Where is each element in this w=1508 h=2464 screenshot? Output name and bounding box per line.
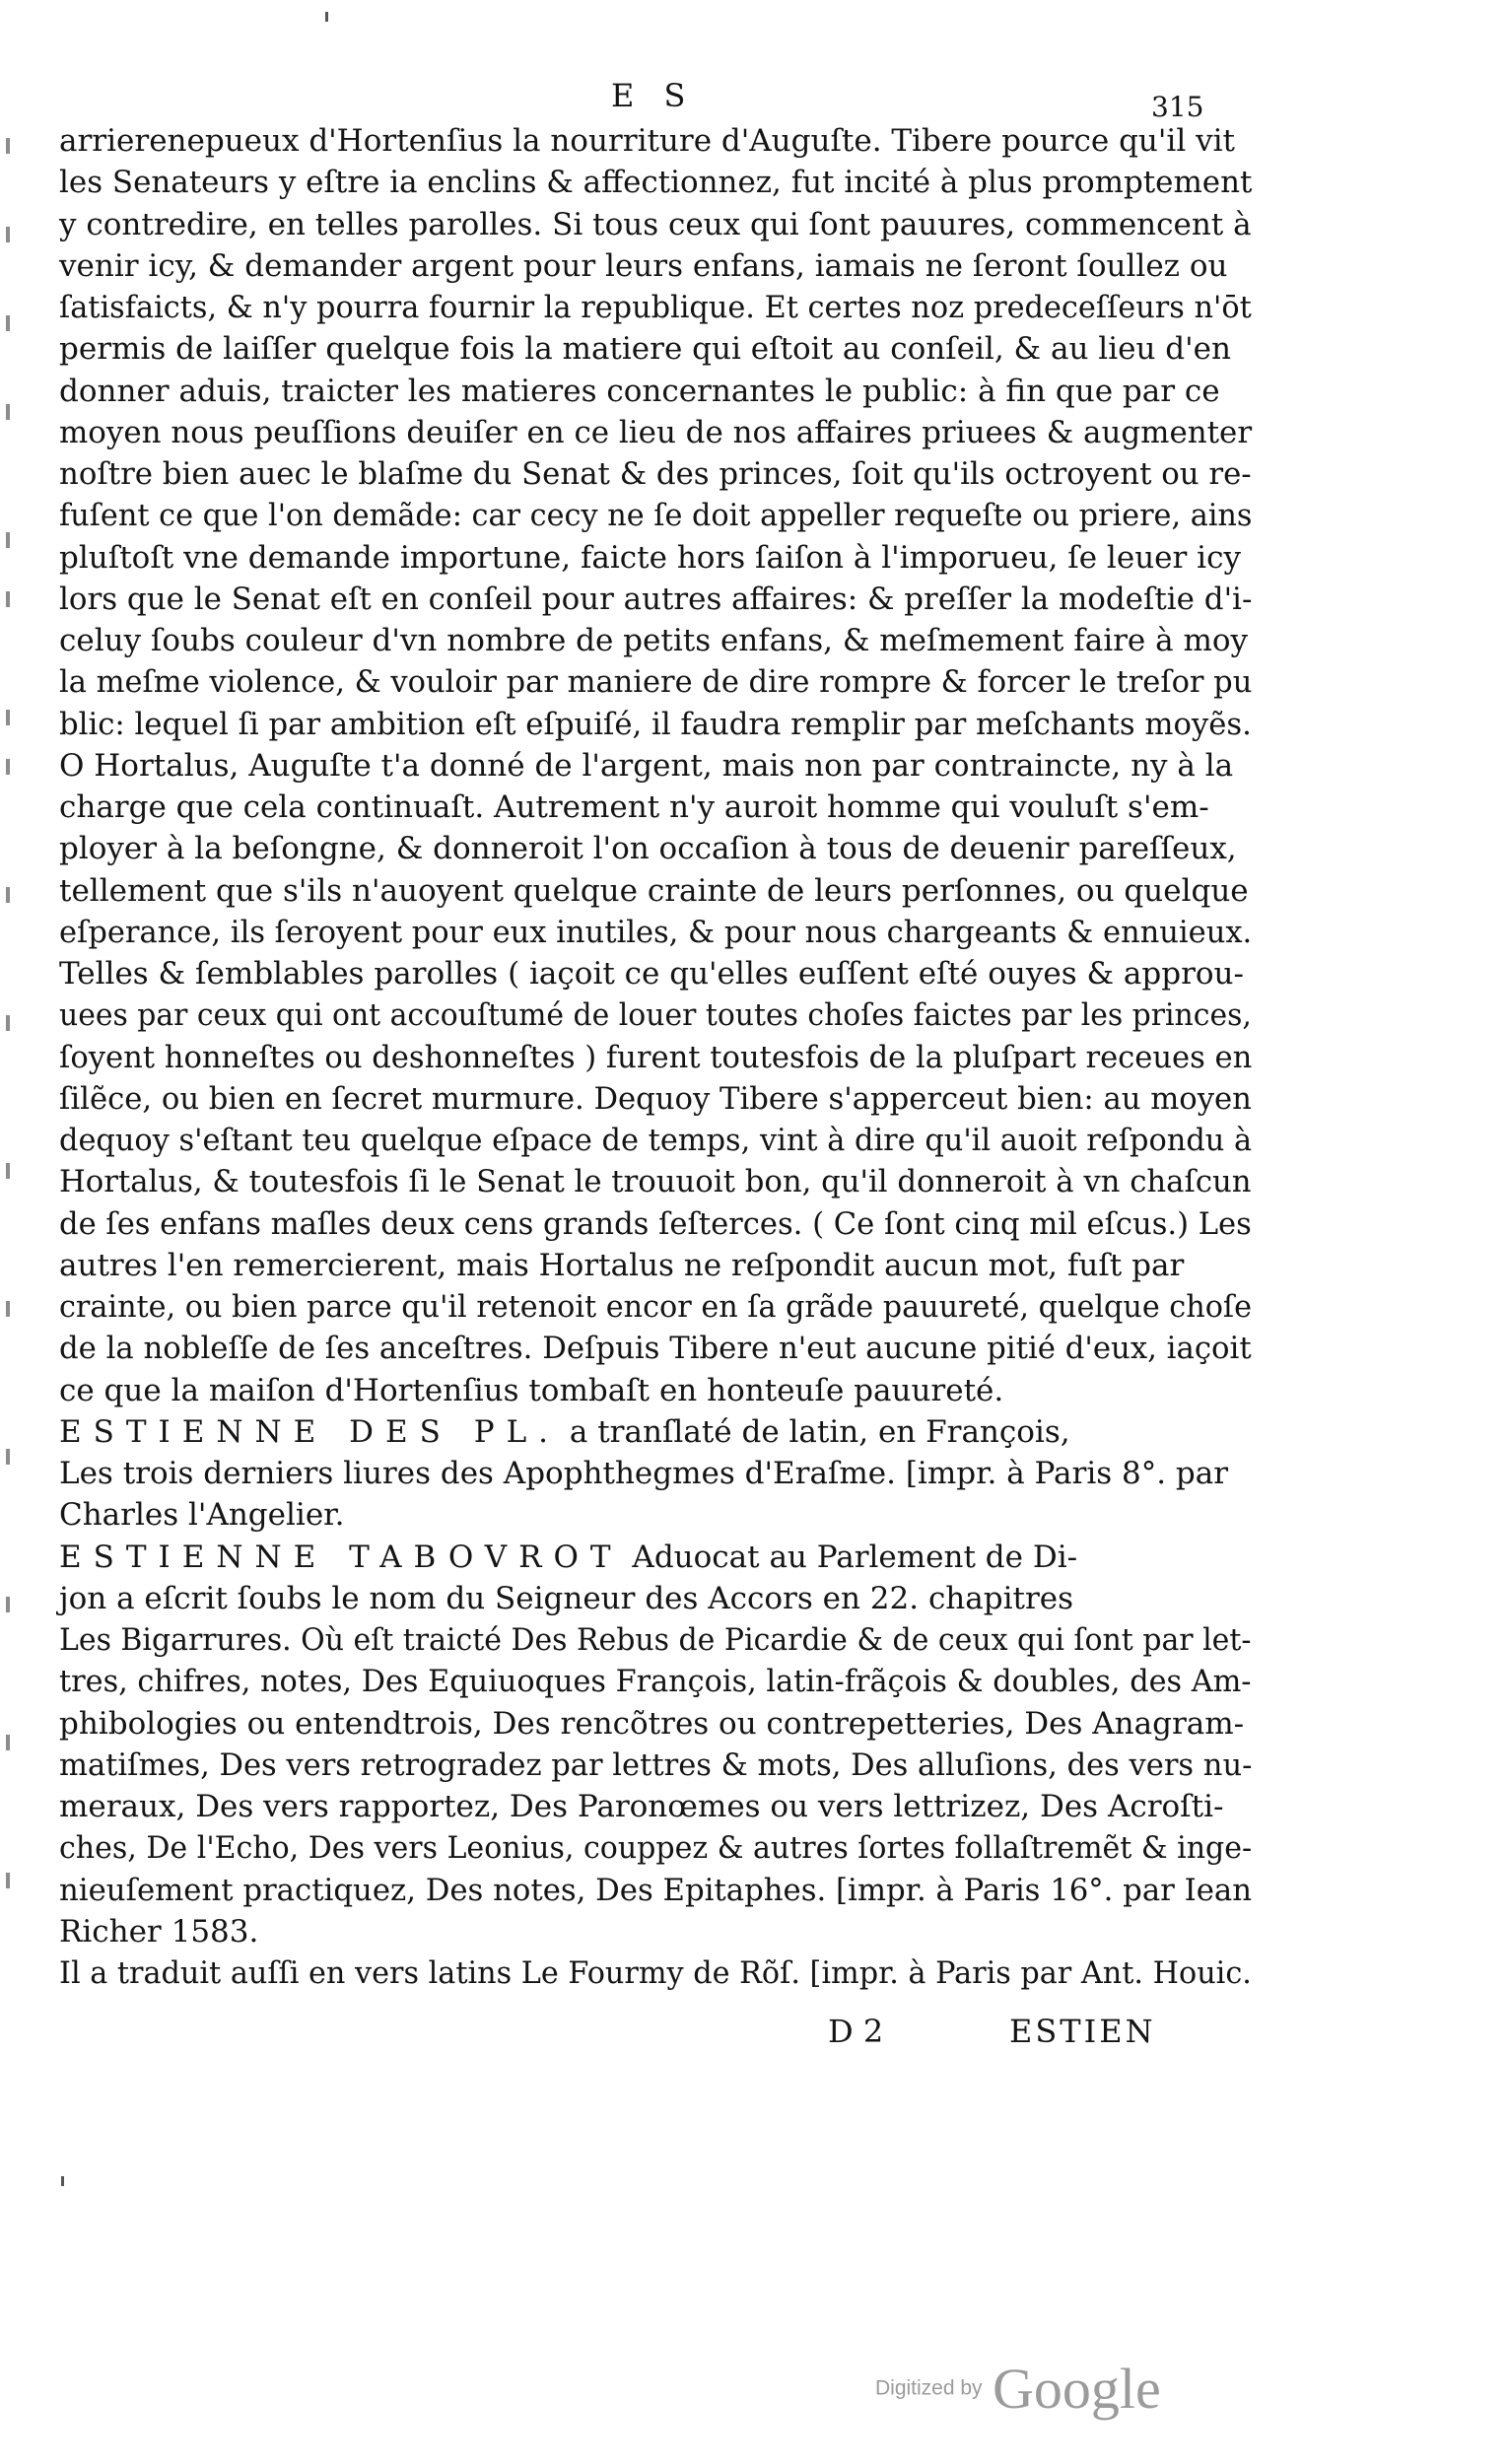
digitized-watermark — [875, 2356, 1161, 2422]
text-line: blic: lequel ſi par ambition eſt eſpuiſé, il faudra remplir par meſchants moyẽs. — [59, 706, 1252, 742]
text-line: les Senateurs y eſtre ia enclins & affectionnez, fut incité à plus promptement — [59, 165, 1253, 201]
text-line: noſtre bien auec le blaſme du Senat & des princes, ſoit qu'ils octroyent ou re- — [59, 456, 1252, 492]
text-line: Les Bigarrures. Où eſt traicté Des Rebus de Picardie & de ceux qui ſont par let- — [59, 1622, 1252, 1658]
text-line: Il a traduit auſſi en vers latins Le Fourmy de Rõſ. [impr. à Paris par Ant. Houic. — [59, 1955, 1252, 1991]
entry-heading-line — [59, 1537, 1252, 1578]
text-line: crainte, ou bien parce qu'il retenoit encor en ſa grãde pauureté, quelque choſe — [59, 1289, 1252, 1325]
text-line: donner aduis, traicter les matieres concernantes le public: à fin que par ce — [59, 373, 1220, 409]
ink-speck — [325, 12, 328, 22]
text-line: permis de laiſſer quelque fois la matiere qui eſtoit au conſeil, & au lieu d'en — [59, 331, 1231, 368]
text-line: autres l'en remercierent, mais Hortalus ne reſpondit aucun mot, fuſt par — [59, 1247, 1185, 1283]
text-line: moyen nous peuſſions deuiſer en ce lieu de nos affaires priuees & augmenter — [59, 414, 1253, 450]
text-line: O Hortalus, Auguſte t'a donné de l'argent, mais non par contraincte, ny à la — [59, 747, 1234, 784]
text-line: tellement que s'ils n'auoyent quelque crainte de leurs perſonnes, ou quelque — [59, 872, 1249, 909]
body-text — [59, 120, 1252, 1994]
text-line: charge que cela continuaſt. Autrement n'y auroit homme qui vouluſt s'em- — [59, 789, 1209, 825]
text-line: de la nobleſſe de ſes anceſtres. Deſpuis Tibere n'eut aucune pitié d'eux, iaçoit — [59, 1331, 1252, 1367]
google-logo: Google — [993, 2357, 1161, 2421]
text-line: y contredire, en telles parolles. Si tous ceux qui ſont pauures, commencent à — [59, 206, 1252, 242]
text-line: venir icy, & demander argent pour leurs enfans, iamais ne ſeront ſoullez ou — [59, 247, 1228, 284]
text-line: eſperance, ils ſeroyent pour eux inutiles, & pour nous chargeants & ennuieux. — [59, 914, 1253, 950]
text-line: dequoy s'eſtant teu quelque eſpace de temps, vint à dire qu'il auoit reſpondu à — [59, 1123, 1253, 1158]
text-line: ployer à la beſongne, & donneroit l'on occaſion à tous de deuenir pareſſeux, — [59, 831, 1237, 867]
text-line: arrierenepueux d'Hortenſius la nourriture d'Auguſte. Tibere pource qu'il vit — [59, 123, 1235, 159]
text-line: jon a eſcrit ſoubs le nom du Seigneur des Accors en 22. chapitres — [59, 1580, 1074, 1616]
text-line: meraux, Des vers rapportez, Des Paronœmes ou vers lettrizez, Des Acroſti- — [59, 1789, 1224, 1824]
entry-heading-line — [59, 1411, 1252, 1453]
text-line: ches, De l'Echo, Des vers Leonius, couppez & autres ſortes follaſtremẽt & inge- — [59, 1830, 1253, 1867]
text-line: phibologies ou entendtrois, Des rencõtres ou contrepetteries, Des Anagram- — [59, 1705, 1245, 1742]
text-line: ſatisfaicts, & n'y pourra fournir la republique. Et certes noz predeceſſeurs n'ōt — [59, 290, 1252, 325]
text-line: Hortalus, & toutesfois ſi le Senat le trouuoit bon, qu'il donneroit à vn chaſcun — [59, 1164, 1252, 1200]
text-line: a tranſlaté de latin, en François, — [560, 1413, 1070, 1450]
text-line: celuy ſoubs couleur d'vn nombre de petits enfans, & meſmement faire à moy — [59, 623, 1249, 658]
text-line: Telles & ſemblables parolles ( iaçoit ce qu'elles euſſent eſté ouyes & approu- — [59, 956, 1244, 992]
text-line: Charles l'Angelier. — [59, 1497, 345, 1534]
entry-heading: ESTIENNE DES PL. — [59, 1413, 561, 1450]
margin-bleed-marks — [6, 118, 20, 1991]
text-line: de ſes enfans maſles deux cens grands ſeſterces. ( Ce ſont cinq mil eſcus.) Les — [59, 1205, 1252, 1242]
text-line: fuſent ce que l'on demãde: car cecy ne ſe doit appeller requeſte ou priere, ains — [59, 498, 1253, 534]
text-line: uees par ceux qui ont accouſtumé de louer toutes choſes faictes par les princes, — [59, 997, 1252, 1034]
text-line: matiſmes, Des vers retrogradez par lettres & mots, Des alluſions, des vers nu- — [59, 1746, 1253, 1783]
running-head: E S — [611, 77, 696, 114]
text-line: la meſme violence, & vouloir par maniere de dire rompre & forcer le treſor pu — [59, 664, 1253, 701]
text-line: ce que la maiſon d'Hortenſius tombaſt en honteuſe pauureté. — [59, 1372, 1004, 1408]
text-line: nieuſement practiquez, Des notes, Des Epitaphes. [impr. à Paris 16°. par Iean — [59, 1872, 1253, 1908]
text-line: lors que le Senat eſt en conſeil pour autres affaires: & preſſer la modeſtie d'i- — [59, 581, 1253, 617]
page-number: 315 — [1151, 91, 1204, 123]
text-line: ſilẽce, ou bien en ſecret murmure. Dequoy Tibere s'apperceut bien: au moyen — [59, 1080, 1252, 1117]
signature-mark: D 2 — [828, 2013, 884, 2050]
text-line: pluſtoſt vne demande importune, faicte hors ſaiſon à l'imporueu, ſe leuer icy — [59, 539, 1241, 576]
catchword: ESTIEN — [1009, 2013, 1156, 2050]
text-line: Richer 1583. — [59, 1913, 259, 1950]
entry-heading: ESTIENNE TABOVROT — [59, 1539, 623, 1575]
text-line: Les trois derniers liures des Apophthegmes d'Eraſme. [impr. à Paris 8°. par — [59, 1456, 1229, 1491]
text-line: ſoyent honneſtes ou deshonneſtes ) furent toutesfois de la pluſpart receues en — [59, 1039, 1253, 1075]
text-line: tres, chifres, notes, Des Equiuoques François, latin-frãçois & doubles, des Am- — [59, 1664, 1252, 1700]
watermark-caption: Digitized by — [875, 2376, 983, 2400]
ink-speck — [61, 2176, 64, 2186]
text-line: Aduocat au Parlement de Di- — [622, 1539, 1078, 1575]
